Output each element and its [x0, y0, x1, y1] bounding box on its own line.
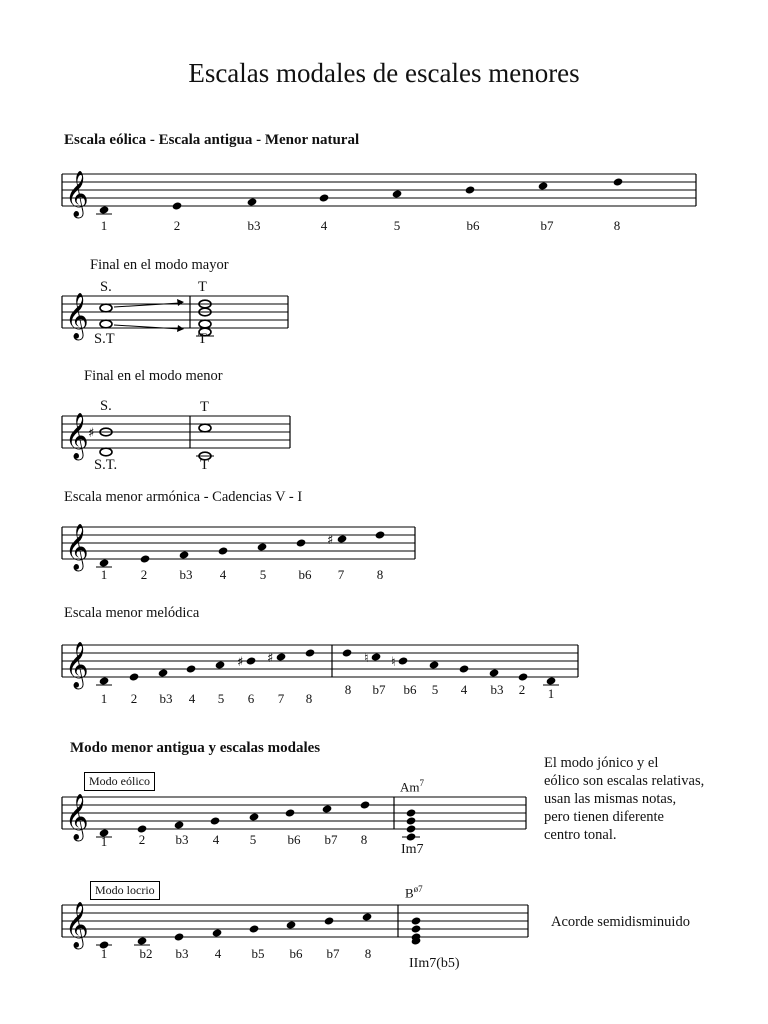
- chord-note: [411, 916, 422, 925]
- note: [546, 676, 557, 685]
- whole-note: [100, 448, 112, 456]
- degree-label: b6: [289, 946, 303, 961]
- degree-label: b3: [179, 567, 193, 582]
- treble-clef-icon: 𝄞: [65, 642, 89, 688]
- sharp-icon: ♯: [88, 426, 95, 441]
- note: [489, 668, 500, 677]
- degree-label: 1: [100, 946, 108, 961]
- degree-label: 2: [130, 691, 138, 706]
- degree-label: b6: [298, 567, 312, 582]
- degree-label: 4: [212, 832, 220, 847]
- half-diminished-label: Acorde semidisminuido: [551, 914, 690, 930]
- degree-label: 8: [360, 832, 368, 847]
- note: [286, 920, 297, 929]
- degree-label: 2: [518, 682, 526, 697]
- note: [337, 534, 348, 543]
- note: [398, 656, 409, 665]
- degree-label: b6: [287, 832, 301, 847]
- degree-label: 8: [305, 691, 313, 706]
- note: [172, 201, 183, 210]
- degree-label: b5: [251, 946, 265, 961]
- note: [465, 185, 476, 194]
- side-note-line: usan las mismas notas,: [544, 791, 677, 807]
- treble-clef-icon: 𝄞: [65, 171, 89, 217]
- degree-label: 5: [217, 691, 225, 706]
- note: [249, 812, 260, 821]
- note: [429, 660, 440, 669]
- note: [186, 664, 197, 673]
- chord-quality: 7: [419, 778, 424, 788]
- note: [137, 936, 148, 945]
- treble-clef-icon: 𝄞: [65, 524, 89, 570]
- degree-label: 7: [277, 691, 285, 706]
- degree-label: 4: [219, 567, 227, 582]
- note: [174, 820, 185, 829]
- note: [210, 816, 221, 825]
- degree-label: b6: [466, 218, 480, 233]
- note: [174, 932, 185, 941]
- chord-roman: IIm7(b5): [409, 956, 460, 971]
- chord-root: B: [405, 885, 414, 901]
- chord-symbol: [400, 778, 424, 795]
- note: [179, 550, 190, 559]
- degree-label: b3: [490, 682, 504, 697]
- note: [158, 668, 169, 677]
- modal-heading: Modo menor antigua y escalas modales: [70, 740, 321, 756]
- treble-clef-icon: 𝄞: [65, 293, 89, 339]
- minor-final-heading: Final en el modo menor: [84, 368, 223, 384]
- label-st: S.T: [94, 331, 115, 347]
- note: [362, 912, 373, 921]
- whole-note: [199, 424, 211, 432]
- mode-eolico-box: Modo eólico: [84, 772, 155, 791]
- label-t: T: [198, 279, 207, 295]
- whole-note: [100, 320, 112, 328]
- note: [319, 193, 330, 202]
- note: [322, 804, 333, 813]
- chord-symbol: [405, 884, 423, 901]
- degree-label: 4: [188, 691, 196, 706]
- note: [129, 672, 140, 681]
- side-note-line: eólico son escalas relativas,: [544, 773, 705, 789]
- note: [305, 648, 316, 657]
- label-s: S.: [100, 398, 112, 414]
- label-t: T: [198, 331, 207, 347]
- note: [247, 197, 258, 206]
- degree-label: 1: [100, 834, 108, 849]
- chord-roman: Im7: [401, 842, 424, 857]
- label-s: S.: [100, 279, 112, 295]
- degree-label: 4: [320, 218, 328, 233]
- degree-label: 8: [376, 567, 384, 582]
- label-t: T: [200, 457, 209, 473]
- minor-final-staff: [62, 413, 302, 461]
- degree-label: 7: [337, 567, 345, 582]
- degree-label: b3: [247, 218, 261, 233]
- chord-note: [406, 816, 417, 825]
- sharp-icon: ♯: [237, 655, 244, 670]
- note: [342, 648, 353, 657]
- side-note-line: centro tonal.: [544, 827, 617, 843]
- note: [140, 554, 151, 563]
- melodic-heading: Escala menor melódica: [64, 605, 200, 621]
- note: [276, 652, 287, 661]
- degree-label: 5: [431, 682, 439, 697]
- degree-label: b7: [372, 682, 386, 697]
- degree-label: 4: [460, 682, 468, 697]
- note: [392, 189, 403, 198]
- side-note: [544, 754, 704, 844]
- chord-root: Am: [400, 779, 420, 795]
- note: [257, 542, 268, 551]
- degree-label: b2: [139, 946, 153, 961]
- whole-note: [199, 320, 211, 328]
- degree-label: b7: [326, 946, 340, 961]
- natural-icon: ♮: [364, 651, 369, 666]
- note: [296, 538, 307, 547]
- note: [518, 672, 529, 681]
- sharp-icon: ♯: [327, 533, 334, 548]
- harmonic-heading: Escala menor armónica - Cadencias V - I: [64, 489, 303, 505]
- note: [324, 916, 335, 925]
- degree-label: b3: [175, 946, 189, 961]
- note: [613, 177, 624, 186]
- degree-label: b3: [159, 691, 173, 706]
- note: [375, 530, 386, 539]
- note: [215, 660, 226, 669]
- degree-label: b7: [540, 218, 554, 233]
- degree-label: 8: [364, 946, 372, 961]
- degree-label: 5: [259, 567, 267, 582]
- degree-label: 6: [247, 691, 255, 706]
- note: [360, 800, 371, 809]
- chord-note: [406, 832, 417, 841]
- note: [218, 546, 229, 555]
- note: [285, 808, 296, 817]
- note: [246, 656, 257, 665]
- label-st: S.T.: [94, 457, 118, 473]
- degree-label: 1: [100, 691, 108, 706]
- degree-label: 8: [344, 682, 352, 697]
- whole-note: [100, 304, 112, 312]
- degree-label: 1: [547, 686, 555, 701]
- chord-note: [406, 824, 417, 833]
- degree-label: 4: [214, 946, 222, 961]
- chord-note: [406, 808, 417, 817]
- aeolian-staff: [62, 171, 702, 224]
- treble-clef-icon: 𝄞: [65, 794, 89, 840]
- degree-label: b3: [175, 832, 189, 847]
- chord-note: [411, 924, 422, 933]
- treble-clef-icon: 𝄞: [65, 902, 89, 948]
- major-final-heading: Final en el modo mayor: [90, 257, 229, 273]
- label-t: T: [200, 399, 209, 415]
- note: [371, 652, 382, 661]
- degree-label: 5: [249, 832, 257, 847]
- note: [538, 181, 549, 190]
- note: [459, 664, 470, 673]
- degree-label: 1: [100, 567, 108, 582]
- sharp-icon: ♯: [267, 651, 274, 666]
- note: [212, 928, 223, 937]
- degree-label: 2: [138, 832, 146, 847]
- natural-icon: ♮: [391, 655, 396, 670]
- aeolian-heading: Escala eólica - Escala antigua - Menor natural: [64, 132, 360, 148]
- mode-locrio-box: Modo locrio: [90, 881, 160, 900]
- degree-label: 2: [140, 567, 148, 582]
- note: [99, 205, 110, 214]
- note: [249, 924, 260, 933]
- degree-label: 8: [613, 218, 621, 233]
- degree-label: 2: [173, 218, 181, 233]
- degree-label: 1: [100, 218, 108, 233]
- degree-label: b7: [324, 832, 338, 847]
- side-note-line: pero tienen diferente: [544, 809, 664, 825]
- note: [99, 676, 110, 685]
- chord-quality: ø7: [413, 884, 423, 894]
- degree-label: 5: [393, 218, 401, 233]
- degree-label: b6: [403, 682, 417, 697]
- page-title: Escalas modales de escales menores: [188, 58, 580, 88]
- treble-clef-icon: 𝄞: [65, 413, 89, 459]
- side-note-line: El modo jónico y el: [544, 755, 659, 771]
